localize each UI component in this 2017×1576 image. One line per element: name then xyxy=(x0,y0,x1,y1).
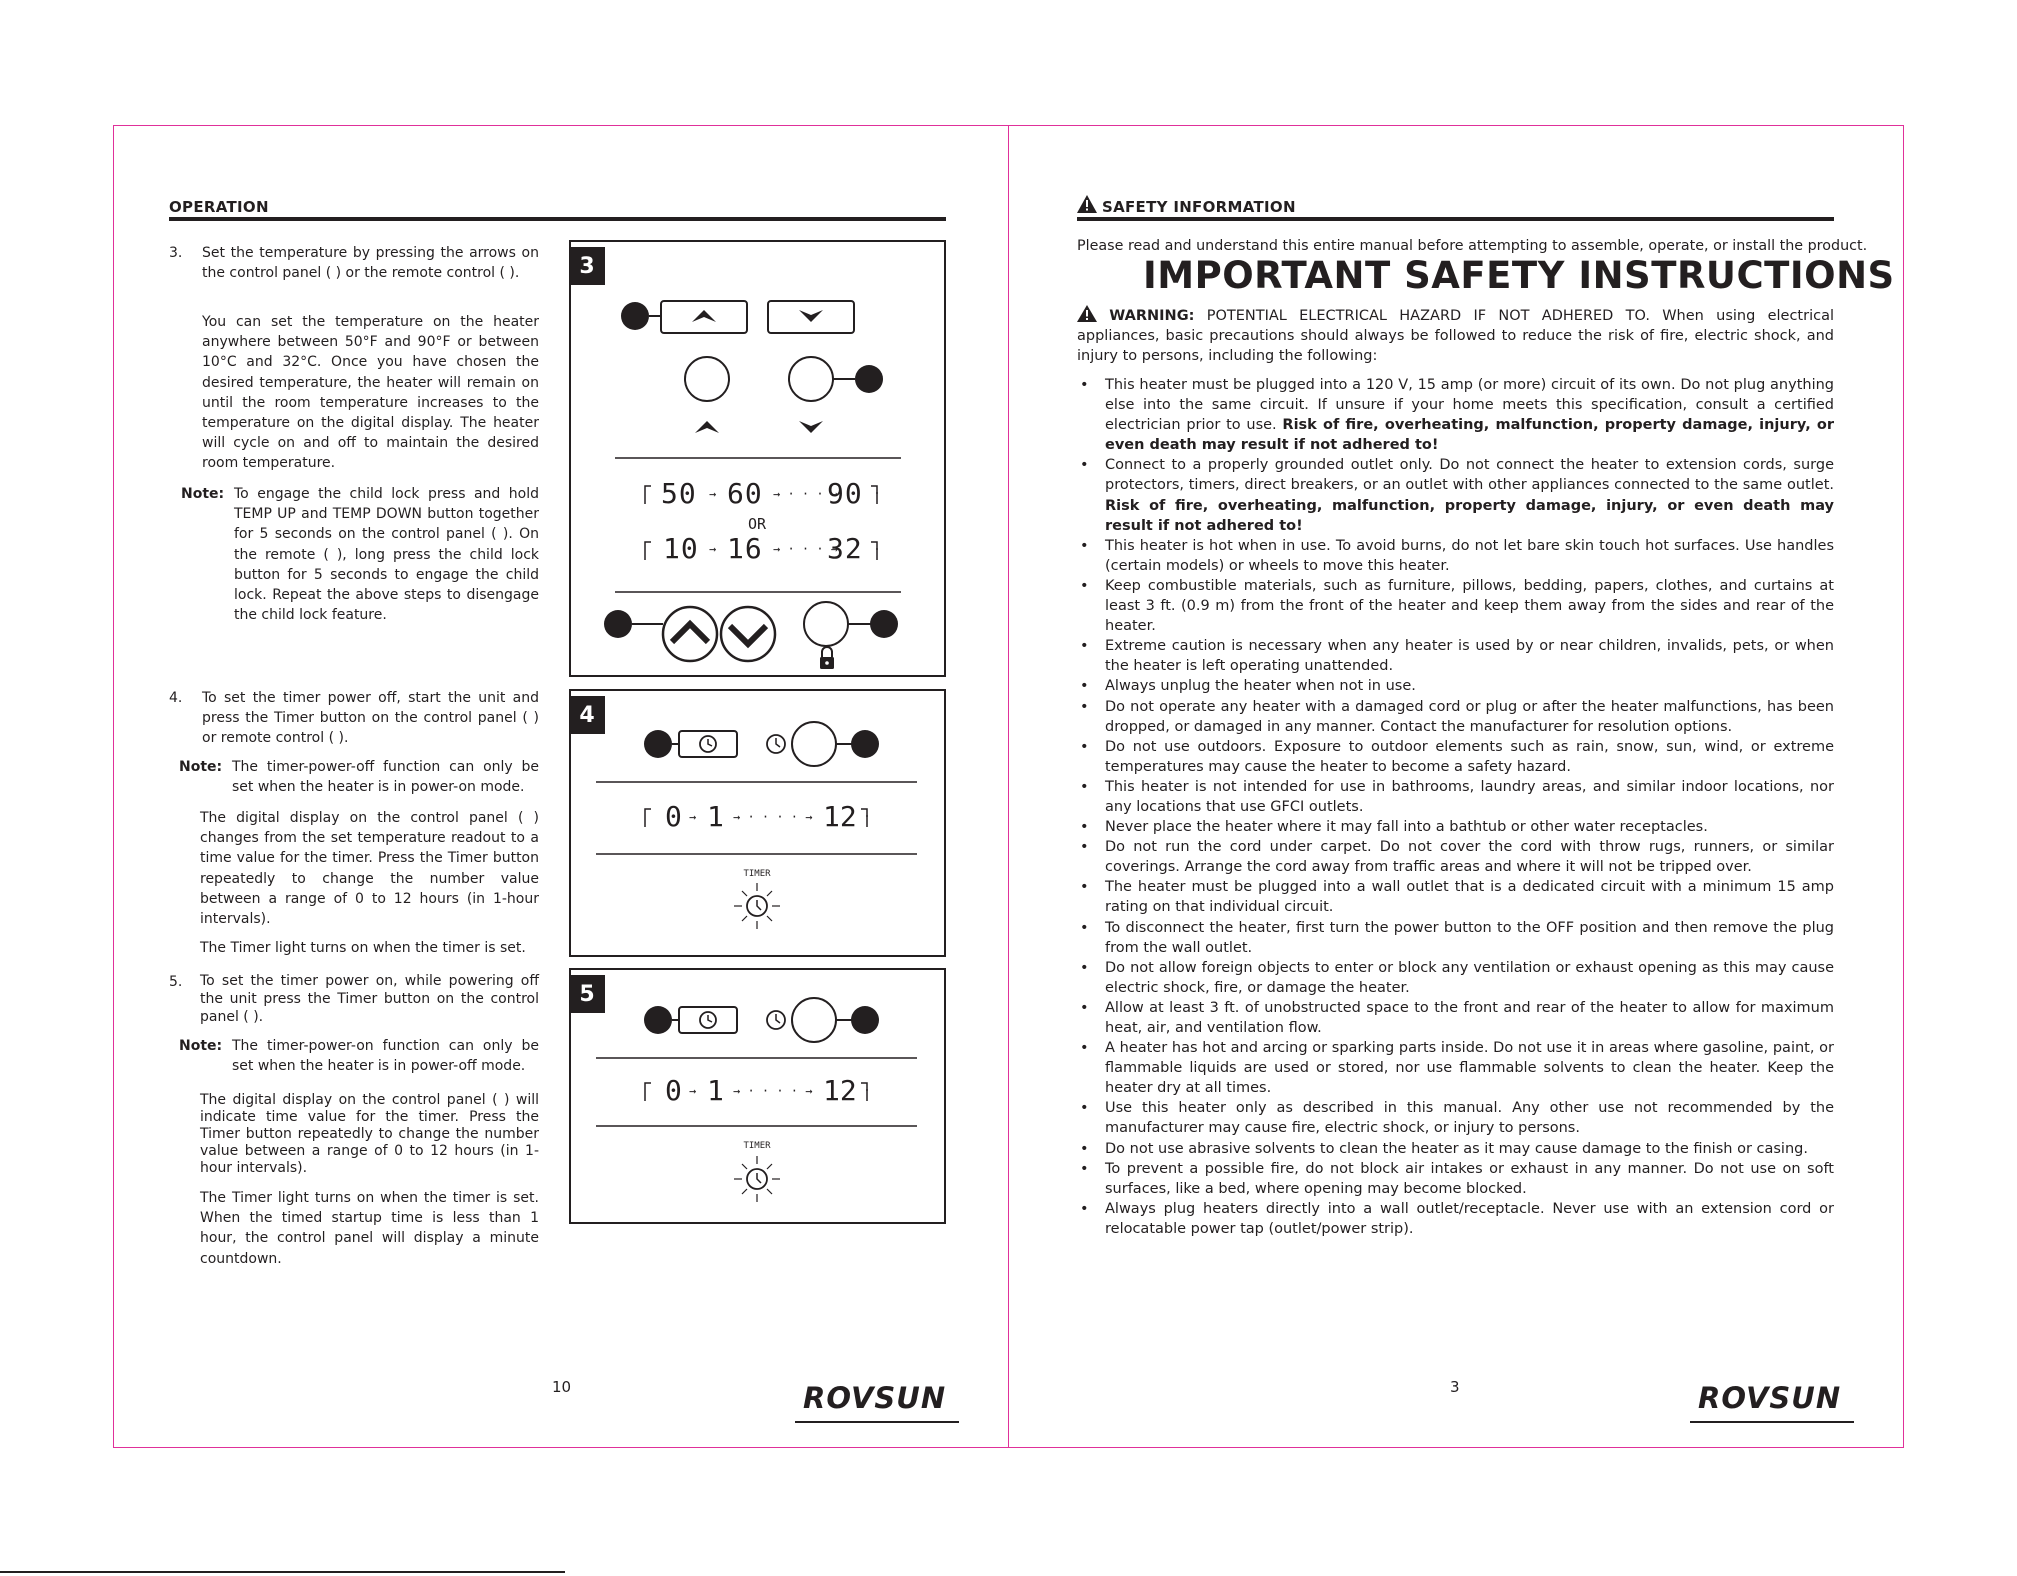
display-f-start: 50 xyxy=(661,477,697,510)
round-button-right xyxy=(789,357,833,401)
safety-bullet-item xyxy=(1077,636,1834,676)
timer-round-button xyxy=(792,998,836,1042)
step5-note: The timer-power-on function can only be set when the heater is in power-off mode. xyxy=(232,1038,539,1075)
display-mid: 1 xyxy=(707,1074,724,1107)
svg-text:→: → xyxy=(709,487,717,501)
section-title-operation: OPERATION xyxy=(169,198,269,216)
step4-text: To set the timer power off, start the unit and press the Timer button on the control panel ( ) or remote control ( ). xyxy=(202,690,539,747)
safety-bullet-text: Extreme caution is necessary when any heater is used by or near children, invalids, pets, or when the heater is left operating unattended. xyxy=(1105,638,1834,675)
safety-bullet-item xyxy=(1077,1038,1834,1098)
round-button-left xyxy=(685,357,729,401)
callout-dot xyxy=(644,1006,672,1034)
display-start: 0 xyxy=(665,1074,682,1107)
main-title: IMPORTANT SAFETY INSTRUCTIONS xyxy=(1143,254,1895,297)
brand-logo-right: ROVSUN xyxy=(1698,1381,1842,1415)
safety-bullet-item xyxy=(1077,1159,1834,1199)
figure-5-panel xyxy=(569,968,946,1224)
safety-bullet-item xyxy=(1077,817,1834,837)
callout-dot xyxy=(851,730,879,758)
safety-bullet-item xyxy=(1077,676,1834,696)
figure-3-panel xyxy=(569,240,946,677)
safety-bullet-text: Keep combustible materials, such as furniture, pillows, bedding, papers, clothes, and curtains at least 3 ft. (0.9 m) from the front of the heater and keep them away from the sides and rear of the heater. xyxy=(1105,577,1834,635)
display-c-mid: 16 xyxy=(727,532,763,565)
safety-bullet-item xyxy=(1077,777,1834,817)
safety-bullet-text: Never place the heater where it may fall into a bathtub or other water receptacles. xyxy=(1105,819,1708,836)
safety-bullet-item xyxy=(1077,455,1834,535)
svg-text:→ · · · · →: → · · · · → xyxy=(733,810,813,824)
safety-bullet-text: Always plug heaters directly into a wall outlet/receptacle. Never use with an extension cord or relocatable power tap (outlet/power strip). xyxy=(1105,1200,1834,1237)
page-number-left: 10 xyxy=(552,1378,572,1396)
step3-note: To engage the child lock press and hold TEMP UP and TEMP DOWN button together for 5 seconds on the control panel ( ). On the remote ( ), long press the child lock button for 5 seconds to engage the child lock. Repeat the above steps to disengage the child lock feature. xyxy=(234,486,539,624)
safety-bullet-text: This heater is hot when in use. To avoid burns, do not let bare skin touch hot surfaces. Use handles (certain models) or wheels to move this heater. xyxy=(1105,537,1834,574)
callout-dot xyxy=(855,365,883,393)
display-end: 12 xyxy=(823,800,857,833)
step4-timer-light: The Timer light turns on when the timer is set. xyxy=(200,940,526,956)
section-title-safety: SAFETY INFORMATION xyxy=(1102,198,1296,216)
display-c-end: 32 xyxy=(827,532,863,565)
step4-note: The timer-power-off function can only be set when the heater is in power-on mode. xyxy=(232,759,539,796)
intro-text: Please read and understand this entire manual before attempting to assemble, operate, or install the product. xyxy=(1077,238,1868,254)
bottom-edge-line xyxy=(0,1571,565,1573)
step5-text: To set the timer power on, while powering off the unit press the Timer button on the control panel ( ). xyxy=(200,973,539,1025)
page-number-right: 3 xyxy=(1450,1378,1460,1396)
step5-number: 5. xyxy=(169,974,183,990)
svg-text:→: → xyxy=(709,542,717,556)
safety-bullet-item xyxy=(1077,998,1834,1038)
safety-bullet-item xyxy=(1077,576,1834,636)
figure-3-diagram xyxy=(571,242,944,675)
display-c-start: 10 xyxy=(663,532,699,565)
svg-text:→: → xyxy=(689,1084,697,1098)
logo-underline xyxy=(795,1421,959,1423)
safety-bullet-text: Do not use outdoors. Exposure to outdoor elements such as rain, snow, sun, wind, or extreme temperatures may cause the heater to become a safety hazard. xyxy=(1105,738,1834,775)
svg-text:→: → xyxy=(689,810,697,824)
up-arrow-icon xyxy=(695,421,719,433)
step3-note-label: Note: xyxy=(181,486,225,502)
safety-bullet-item xyxy=(1077,918,1834,958)
safety-bullet-text: The heater must be plugged into a wall outlet that is a dedicated circuit with a minimum 15 amp rating on that individual circuit. xyxy=(1105,879,1834,916)
callout-dot xyxy=(644,730,672,758)
remote-up-button xyxy=(663,607,717,661)
up-arrow-icon xyxy=(692,310,716,322)
safety-bullet-text: To disconnect the heater, first turn the power button to the OFF position and then remove the plug from the wall outlet. xyxy=(1105,919,1834,956)
svg-text:→ · · · · →: → · · · · → xyxy=(733,1084,813,1098)
page-fold-line xyxy=(1008,125,1009,1448)
down-arrow-icon xyxy=(799,310,823,322)
section-rule xyxy=(1077,217,1834,221)
safety-bullet-item xyxy=(1077,697,1834,737)
down-arrow-icon xyxy=(799,421,823,433)
svg-text:→ · · · →: → · · · → xyxy=(773,487,839,501)
safety-bullet-text: Connect to a properly grounded outlet only. Do not connect the heater to extension cords, surge protectors, timers, direct breakers, or an outlet with other appliances connected to the same outlet. xyxy=(1105,457,1834,494)
figure-4-diagram xyxy=(571,691,944,955)
step3-text: Set the temperature by pressing the arrows on the control panel ( ) or the remote control ( ). xyxy=(202,245,539,282)
safety-bullet-text: Allow at least 3 ft. of unobstructed space to the front and rear of the heater to allow for maximum heat, air, and ventilation flow. xyxy=(1105,999,1834,1036)
safety-bullet-item xyxy=(1077,1098,1834,1138)
safety-bullet-warning: Risk of fire, overheating, malfunction, property damage, injury, or even death may result if not adhered to! xyxy=(1105,497,1834,534)
or-label: OR xyxy=(748,515,767,533)
timer-label: TIMER xyxy=(743,1141,771,1151)
svg-text:→ · · · →: → · · · → xyxy=(773,542,839,556)
safety-bullet-text: Do not operate any heater with a damaged cord or plug or after the heater malfunctions, has been dropped, or damaged in any manner. Contact the manufacturer for resolution options. xyxy=(1105,698,1834,735)
safety-bullet-text: Use this heater only as described in this manual. Any other use not recommended by the manufacturer may cause fire, electric shock, or injury to persons. xyxy=(1105,1100,1834,1137)
warning-triangle-icon xyxy=(1077,195,1097,213)
timer-round-button xyxy=(792,722,836,766)
display-f-mid: 60 xyxy=(727,477,763,510)
display-end: 12 xyxy=(823,1074,857,1107)
safety-bullet-text: Do not allow foreign objects to enter or block any ventilation or exhaust opening as this may cause electric shock, fire, or damage the heater. xyxy=(1105,959,1834,996)
safety-bullet-text: A heater has hot and arcing or sparking parts inside. Do not use it in areas where gasoline, paint, or flammable liquids are used or stored, nor use flammable solvents to clean the heater. Keep the heater dry at all times. xyxy=(1105,1040,1834,1097)
callout-dot xyxy=(870,610,898,638)
figure-3-badge: 3 xyxy=(569,247,605,285)
display-f-end: 90 xyxy=(827,477,863,510)
figure-5-diagram xyxy=(571,970,944,1222)
figure-5-badge: 5 xyxy=(569,975,605,1013)
step3-number: 3. xyxy=(169,245,183,261)
safety-bullet-item xyxy=(1077,536,1834,576)
timer-light-icon xyxy=(734,1156,780,1202)
safety-bullet-item xyxy=(1077,958,1834,998)
callout-dot xyxy=(851,1006,879,1034)
safety-bullet-text: This heater must be plugged into a 120 V, 15 amp (or more) circuit of its own. Do not plug anything else into the same circuit. If unsure if your home meets this specification, consult a certified electrician prior to use. xyxy=(1105,377,1834,434)
step4-number: 4. xyxy=(169,690,183,706)
step5-note-label: Note: xyxy=(179,1038,223,1054)
display-start: 0 xyxy=(665,800,682,833)
logo-underline xyxy=(1690,1421,1854,1423)
warning-label: WARNING: xyxy=(1109,308,1195,324)
figure-4-badge: 4 xyxy=(569,696,605,734)
safety-bullet-text: To prevent a possible fire, do not block air intakes or exhaust in any manner. Do not use on soft surfaces, like a bed, where opening may become blocked. xyxy=(1105,1160,1834,1197)
safety-bullet-text: This heater is not intended for use in bathrooms, laundry areas, and similar indoor locations, nor any locations that use GFCI outlets. xyxy=(1105,778,1834,815)
section-rule xyxy=(169,217,946,221)
safety-bullet-item xyxy=(1077,877,1834,917)
warning-paragraph xyxy=(1077,305,1834,367)
figure-4-panel xyxy=(569,689,946,957)
safety-bullet-warning: Risk of fire, overheating, malfunction, property damage, injury, or even death may result if not adhered to! xyxy=(1105,417,1834,454)
safety-bullet-text: Do not run the cord under carpet. Do not cover the cord with throw rugs, runners, or similar coverings. Arrange the cord away from traffic areas and where it will not be tripped over. xyxy=(1105,839,1834,876)
step4-note-label: Note: xyxy=(179,759,223,775)
display-mid: 1 xyxy=(707,800,724,833)
callout-dot xyxy=(621,302,649,330)
safety-bullet-text: Do not use abrasive solvents to clean the heater as it may cause damage to the finish or casing. xyxy=(1105,1140,1808,1157)
timer-label: TIMER xyxy=(743,869,771,879)
up-arrow-icon xyxy=(672,624,708,642)
safety-bullet-item xyxy=(1077,837,1834,877)
step5-timer-light: The Timer light turns on when the timer is set. When the timed startup time is less than 1 hour, the control panel will display a minute countdown. xyxy=(200,1190,539,1267)
step5-paragraph: The digital display on the control panel ( ) will indicate time value for the timer. Press the Timer button repeatedly to change the number value between a range of 0 to 12 hours (in 1-hour intervals). xyxy=(200,1092,539,1176)
warning-text: POTENTIAL ELECTRICAL HAZARD IF NOT ADHERED TO. When using electrical appliances, basic precautions should always be followed to reduce the risk of fire, electric shock, and injury to persons, including the following: xyxy=(1077,308,1834,365)
safety-bullet-list xyxy=(1077,375,1834,1239)
safety-bullet-item xyxy=(1077,737,1834,777)
remote-down-button xyxy=(721,607,775,661)
timer-light-icon xyxy=(734,883,780,929)
callout-dot xyxy=(604,610,632,638)
safety-bullet-item xyxy=(1077,375,1834,455)
safety-bullet-text: Always unplug the heater when not in use. xyxy=(1105,678,1416,695)
safety-bullet-item xyxy=(1077,1139,1834,1159)
brand-logo-left: ROVSUN xyxy=(803,1381,947,1415)
warning-triangle-icon xyxy=(1077,305,1097,322)
child-lock-button xyxy=(804,602,848,646)
step4-paragraph: The digital display on the control panel ( ) changes from the set temperature readout to a time value for the timer. Press the Timer button repeatedly to change the number value between a range of 0 to 12 hours (in 1-hour intervals). xyxy=(200,810,539,928)
step3-paragraph: You can set the temperature on the heater anywhere between 50°F and 90°F or between 10°C and 32°C. Once you have chosen the desired temperature, the heater will remain on until the room temperature increases to the temperature on the digital display. The heater will cycle on and off to maintain the desired room temperature. xyxy=(202,314,539,472)
safety-bullet-item xyxy=(1077,1199,1834,1239)
down-arrow-icon xyxy=(730,626,766,644)
